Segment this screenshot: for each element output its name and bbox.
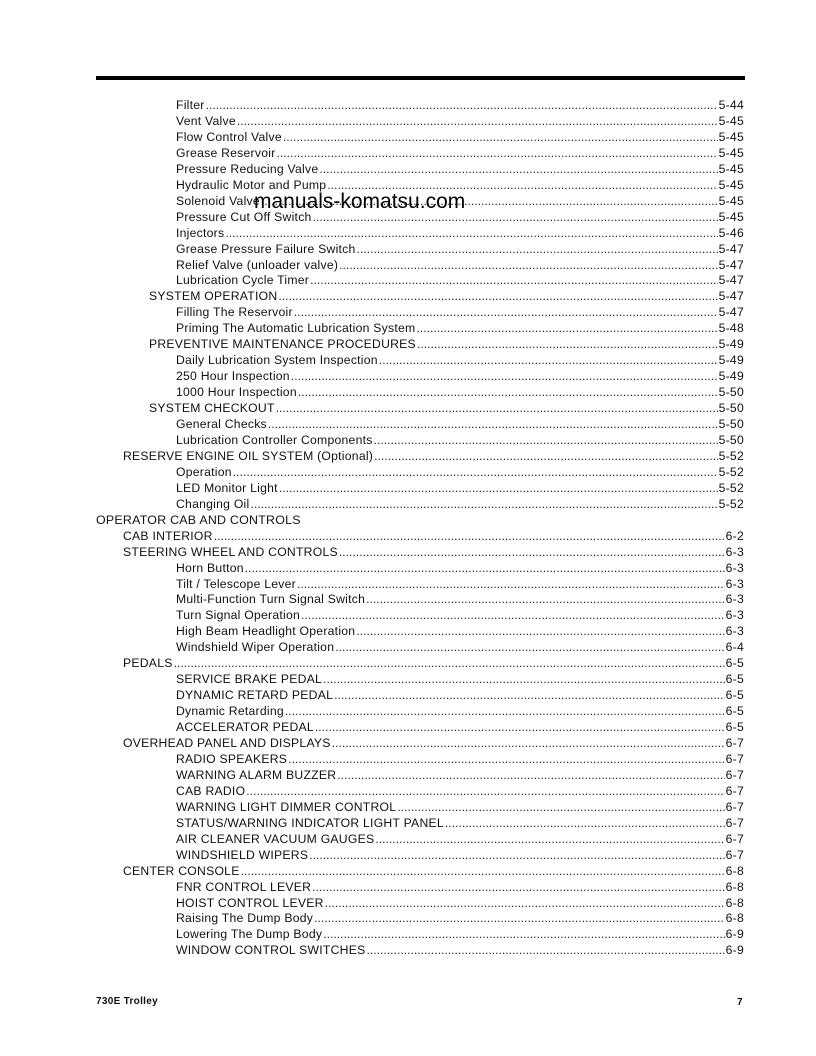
toc-entry-page: 5-52	[718, 496, 744, 511]
toc-entry-title: OPERATOR CAB AND CONTROLS	[96, 512, 301, 527]
toc-leader-dots	[291, 368, 718, 384]
toc-entry-title: Grease Reservoir	[176, 145, 276, 160]
toc-entry[interactable]	[176, 926, 744, 942]
toc-entry[interactable]	[176, 639, 744, 655]
toc-entry[interactable]	[176, 320, 744, 336]
toc-leader-dots	[285, 703, 725, 719]
toc-entry-title: Dynamic Retarding	[176, 704, 284, 719]
toc-leader-dots	[246, 783, 724, 799]
toc-entry-page: 6-3	[725, 624, 744, 639]
toc-entry-title: Vent Valve	[176, 113, 236, 128]
toc-entry-title: LED Monitor Light	[176, 480, 278, 495]
toc-entry[interactable]	[123, 735, 744, 751]
toc-entry-page: 5-45	[718, 145, 744, 160]
toc-entry-page: 5-47	[718, 273, 744, 288]
toc-entry-title: Injectors	[176, 225, 225, 240]
toc-leader-dots	[276, 400, 718, 416]
toc-leader-dots	[278, 288, 717, 304]
toc-entry-page: 5-52	[718, 448, 744, 463]
toc-leader-dots	[334, 687, 724, 703]
toc-entry-page: 6-7	[725, 831, 744, 846]
toc-entry[interactable]	[176, 831, 744, 847]
toc-entry-page: 6-3	[725, 544, 744, 559]
toc-entry[interactable]	[96, 512, 744, 528]
toc-entry-page: 6-9	[725, 927, 744, 942]
toc-entry[interactable]	[123, 448, 744, 464]
toc-entry[interactable]	[176, 751, 744, 767]
toc-entry-title: Changing Oil	[176, 496, 250, 511]
toc-entry-title: 250 Hour Inspection	[176, 369, 290, 384]
toc-entry-title: Flow Control Valve	[176, 129, 282, 144]
toc-entry[interactable]	[176, 703, 744, 719]
toc-entry[interactable]	[176, 113, 744, 129]
toc-entry-title: PREVENTIVE MAINTENANCE PROCEDURES	[149, 337, 416, 352]
toc-entry[interactable]	[176, 607, 744, 623]
toc-entry-title: SYSTEM CHECKOUT	[149, 401, 275, 416]
toc-entry-title: Filter	[176, 98, 205, 112]
toc-leader-dots	[206, 97, 718, 113]
toc-leader-dots	[375, 831, 724, 847]
toc-entry-title: Solenoid Valve	[176, 193, 260, 208]
toc-entry-page: 5-47	[718, 289, 744, 304]
toc-entry-page: 6-3	[725, 608, 744, 623]
toc-entry-page: 6-7	[725, 751, 744, 766]
toc-entry-page: 5-49	[718, 369, 744, 384]
toc-entry[interactable]	[123, 863, 744, 879]
toc-entry[interactable]	[176, 799, 744, 815]
toc-entry[interactable]	[176, 719, 744, 735]
toc-entry[interactable]	[176, 910, 744, 926]
toc-entry-page: 6-5	[725, 688, 744, 703]
footer-title: 730E Trolley	[96, 996, 158, 1007]
toc-entry-page: 6-7	[725, 783, 744, 798]
toc-entry-page: 6-4	[725, 640, 744, 655]
toc-entry-title: Operation	[176, 464, 232, 479]
toc-entry-title: WINDSHIELD WIPERS	[176, 847, 309, 862]
toc-entry-page: 5-45	[718, 209, 744, 224]
toc-leader-dots	[294, 304, 718, 320]
toc-entry-page: 5-45	[718, 113, 744, 128]
toc-entry-title: Turn Signal Operation	[176, 608, 301, 623]
toc-entry-page: 5-50	[718, 401, 744, 416]
toc-entry-title: Lowering The Dump Body	[176, 927, 323, 942]
toc-entry-page: 5-44	[718, 98, 744, 112]
toc-entry-page: 6-8	[725, 863, 744, 878]
toc-leader-dots	[297, 576, 725, 592]
toc-entry[interactable]	[176, 496, 744, 512]
toc-entry[interactable]	[176, 576, 744, 592]
toc-leader-dots	[319, 161, 717, 177]
toc-entry-title: Priming The Automatic Lubrication System	[176, 321, 416, 336]
toc-entry-page: 6-5	[725, 720, 744, 735]
toc-entry-page: 5-47	[718, 257, 744, 272]
toc-entry[interactable]	[149, 336, 744, 352]
toc-entry-title: Horn Button	[176, 560, 244, 575]
toc-entry[interactable]	[149, 400, 744, 416]
toc-leader-dots	[332, 735, 725, 751]
toc-entry-title: Daily Lubrication System Inspection	[176, 353, 378, 368]
toc-leader-dots	[237, 113, 718, 129]
toc-leader-dots	[315, 719, 725, 735]
toc-leader-dots	[241, 863, 725, 879]
toc-leader-dots	[314, 910, 725, 926]
toc-entry-title: RADIO SPEAKERS	[176, 751, 288, 766]
footer-page-number: 7	[737, 997, 743, 1008]
toc-entry-title: ACCELERATOR PEDAL	[176, 720, 314, 735]
toc-entry[interactable]	[176, 432, 744, 448]
toc-entry-page: 6-7	[725, 767, 744, 782]
toc-entry-title: DYNAMIC RETARD PEDAL	[176, 688, 334, 703]
toc-entry-title: Pressure Cut Off Switch	[176, 209, 312, 224]
toc-entry-title: HOIST CONTROL LEVER	[176, 895, 324, 910]
toc-entry-title: General Checks	[176, 417, 267, 431]
toc-leader-dots	[397, 799, 724, 815]
toc-entry-page: 6-5	[725, 672, 744, 687]
toc-entry[interactable]	[176, 241, 744, 257]
toc-entry[interactable]	[176, 591, 744, 607]
toc-leader-dots	[225, 225, 717, 241]
toc-entry-page: 6-9	[725, 943, 744, 958]
toc-entry-page: 5-49	[718, 337, 744, 352]
toc-leader-dots	[416, 320, 717, 336]
toc-entry[interactable]	[176, 416, 744, 432]
toc-leader-dots	[214, 528, 725, 544]
toc-leader-dots	[417, 336, 718, 352]
toc-entry-page: 6-8	[725, 879, 744, 894]
toc-entry-title: 1000 Hour Inspection	[176, 385, 297, 400]
toc-entry[interactable]	[176, 384, 744, 400]
toc-leader-dots	[250, 496, 717, 512]
toc-entry-page: 5-47	[718, 241, 744, 256]
toc-entry[interactable]	[176, 767, 744, 783]
toc-entry-title: SYSTEM OPERATION	[149, 289, 278, 304]
toc-entry-title: CENTER CONSOLE	[123, 863, 240, 878]
toc-entry-page: 5-48	[718, 321, 744, 336]
toc-entry-title: Windshield Wiper Operation	[176, 640, 335, 655]
toc-entry-page: 6-8	[725, 911, 744, 926]
toc-entry-page: 5-47	[718, 305, 744, 320]
toc-entry-page: 5-45	[718, 193, 744, 208]
toc-leader-dots	[323, 926, 724, 942]
toc-leader-dots	[337, 767, 724, 783]
toc-entry-page: 6-3	[725, 592, 744, 607]
header-rule	[96, 76, 745, 80]
toc-entry[interactable]	[176, 129, 744, 145]
toc-entry[interactable]	[176, 480, 744, 496]
toc-entry-title: Tilt / Telescope Lever	[176, 576, 296, 591]
toc-entry-title: Raising The Dump Body	[176, 911, 314, 926]
toc-leader-dots	[298, 384, 718, 400]
toc-entry-title: WARNING ALARM BUZZER	[176, 767, 337, 782]
toc-entry-page: 6-7	[725, 799, 744, 814]
toc-entry-title: AIR CLEANER VACUUM GAUGES	[176, 831, 375, 846]
toc-entry-title: Hydraulic Motor and Pump	[176, 177, 327, 192]
toc-entry[interactable]	[176, 464, 744, 480]
toc-entry[interactable]	[176, 671, 744, 687]
toc-entry-title: SERVICE BRAKE PEDAL	[176, 672, 323, 687]
toc-entry-title: Multi-Function Turn Signal Switch	[176, 592, 366, 607]
toc-leader-dots	[323, 671, 725, 687]
toc-leader-dots	[366, 942, 724, 958]
toc-leader-dots	[288, 751, 724, 767]
toc-entry[interactable]	[176, 97, 744, 113]
toc-entry-page: 5-50	[718, 385, 744, 400]
toc-entry[interactable]	[176, 272, 744, 288]
toc-entry-title: High Beam Headlight Operation	[176, 624, 356, 639]
toc-leader-dots	[277, 145, 718, 161]
toc-entry-page: 5-45	[718, 129, 744, 144]
toc-entry-title: STEERING WHEEL AND CONTROLS	[123, 544, 338, 559]
toc-entry-title: Relief Valve (unloader valve)	[176, 257, 339, 272]
toc-entry[interactable]	[176, 687, 744, 703]
toc-entry-page: 6-8	[725, 895, 744, 910]
toc-entry-title: Lubrication Cycle Timer	[176, 273, 310, 288]
toc-leader-dots	[174, 655, 725, 671]
toc-entry-title: PEDALS	[123, 656, 173, 671]
toc-leader-dots	[268, 416, 718, 432]
toc-entry-title: Grease Pressure Failure Switch	[176, 241, 356, 256]
toc-entry[interactable]	[176, 368, 744, 384]
toc-entry[interactable]	[176, 352, 744, 368]
toc-entry[interactable]	[123, 528, 744, 544]
toc-leader-dots	[379, 352, 718, 368]
toc-entry-title: Lubrication Controller Components	[176, 432, 373, 447]
toc-entry-page: 6-5	[725, 656, 744, 671]
toc-entry-page: 5-50	[718, 432, 744, 447]
toc-entry-page: 5-52	[718, 480, 744, 495]
toc-entry-title: WINDOW CONTROL SWITCHES	[176, 943, 366, 958]
toc-entry-title: OVERHEAD PANEL AND DISPLAYS	[123, 736, 331, 750]
toc-entry[interactable]	[176, 304, 744, 320]
toc-leader-dots	[245, 560, 725, 576]
toc-entry[interactable]	[149, 288, 744, 304]
toc-entry[interactable]	[176, 560, 744, 576]
toc-entry-page: 5-49	[718, 353, 744, 368]
toc-leader-dots	[357, 241, 718, 257]
toc-entry-page: 6-5	[725, 704, 744, 719]
toc-entry[interactable]	[176, 895, 744, 911]
toc-entry-page: 6-3	[725, 560, 744, 575]
toc-entry-page: 5-50	[718, 417, 744, 431]
toc-entry[interactable]	[176, 815, 744, 831]
toc-entry-page: 5-45	[718, 161, 744, 176]
toc-leader-dots	[283, 129, 718, 145]
toc-entry[interactable]	[176, 623, 744, 639]
toc-leader-dots	[356, 623, 724, 639]
toc-leader-dots	[339, 257, 717, 273]
toc-entry-page: 6-3	[725, 576, 744, 591]
toc-entry[interactable]	[176, 783, 744, 799]
toc-leader-dots	[374, 432, 718, 448]
toc-leader-dots	[309, 847, 724, 863]
watermark: manuals-komatsu.com	[254, 190, 466, 213]
toc-entry-page: 6-7	[725, 847, 744, 862]
toc-entry-title: Filling The Reservoir	[176, 305, 293, 320]
toc-entry-title: CAB RADIO	[176, 783, 246, 798]
toc-entry[interactable]	[123, 655, 744, 671]
toc-leader-dots	[301, 607, 725, 623]
toc-leader-dots	[335, 639, 724, 655]
toc-entry-page: 6-7	[725, 815, 744, 830]
toc-entry-title: Pressure Reducing Valve	[176, 161, 319, 176]
toc-entry[interactable]	[176, 847, 744, 863]
toc-leader-dots	[339, 544, 725, 560]
toc-entry-title: RESERVE ENGINE OIL SYSTEM (Optional)	[123, 448, 374, 463]
toc-leader-dots	[312, 879, 724, 895]
toc-entry[interactable]	[176, 161, 744, 177]
toc-entry-page: 6-7	[725, 736, 744, 750]
toc-entry-title: CAB INTERIOR	[123, 528, 213, 543]
toc-entry-page: 6-2	[725, 528, 744, 543]
toc-entry-page: 5-45	[718, 177, 744, 192]
toc-entry-title: STATUS/WARNING INDICATOR LIGHT PANEL	[176, 815, 444, 830]
toc-entry[interactable]	[176, 225, 744, 241]
toc-entry-page: 5-52	[718, 464, 744, 479]
toc-entry-title: WARNING LIGHT DIMMER CONTROL	[176, 799, 397, 814]
toc-leader-dots	[445, 815, 725, 831]
toc-entry[interactable]	[176, 257, 744, 273]
toc-entry-title: FNR CONTROL LEVER	[176, 879, 312, 894]
toc-leader-dots	[325, 895, 725, 911]
toc-leader-dots	[279, 480, 718, 496]
toc-entry[interactable]	[176, 942, 744, 958]
toc-entry-page: 5-46	[718, 225, 744, 240]
toc-leader-dots	[310, 272, 718, 288]
toc-leader-dots	[366, 591, 725, 607]
toc-entry[interactable]	[123, 544, 744, 560]
toc-entry[interactable]	[176, 879, 744, 895]
toc-leader-dots	[233, 464, 718, 480]
toc-entry[interactable]	[176, 145, 744, 161]
toc-leader-dots	[374, 448, 717, 464]
